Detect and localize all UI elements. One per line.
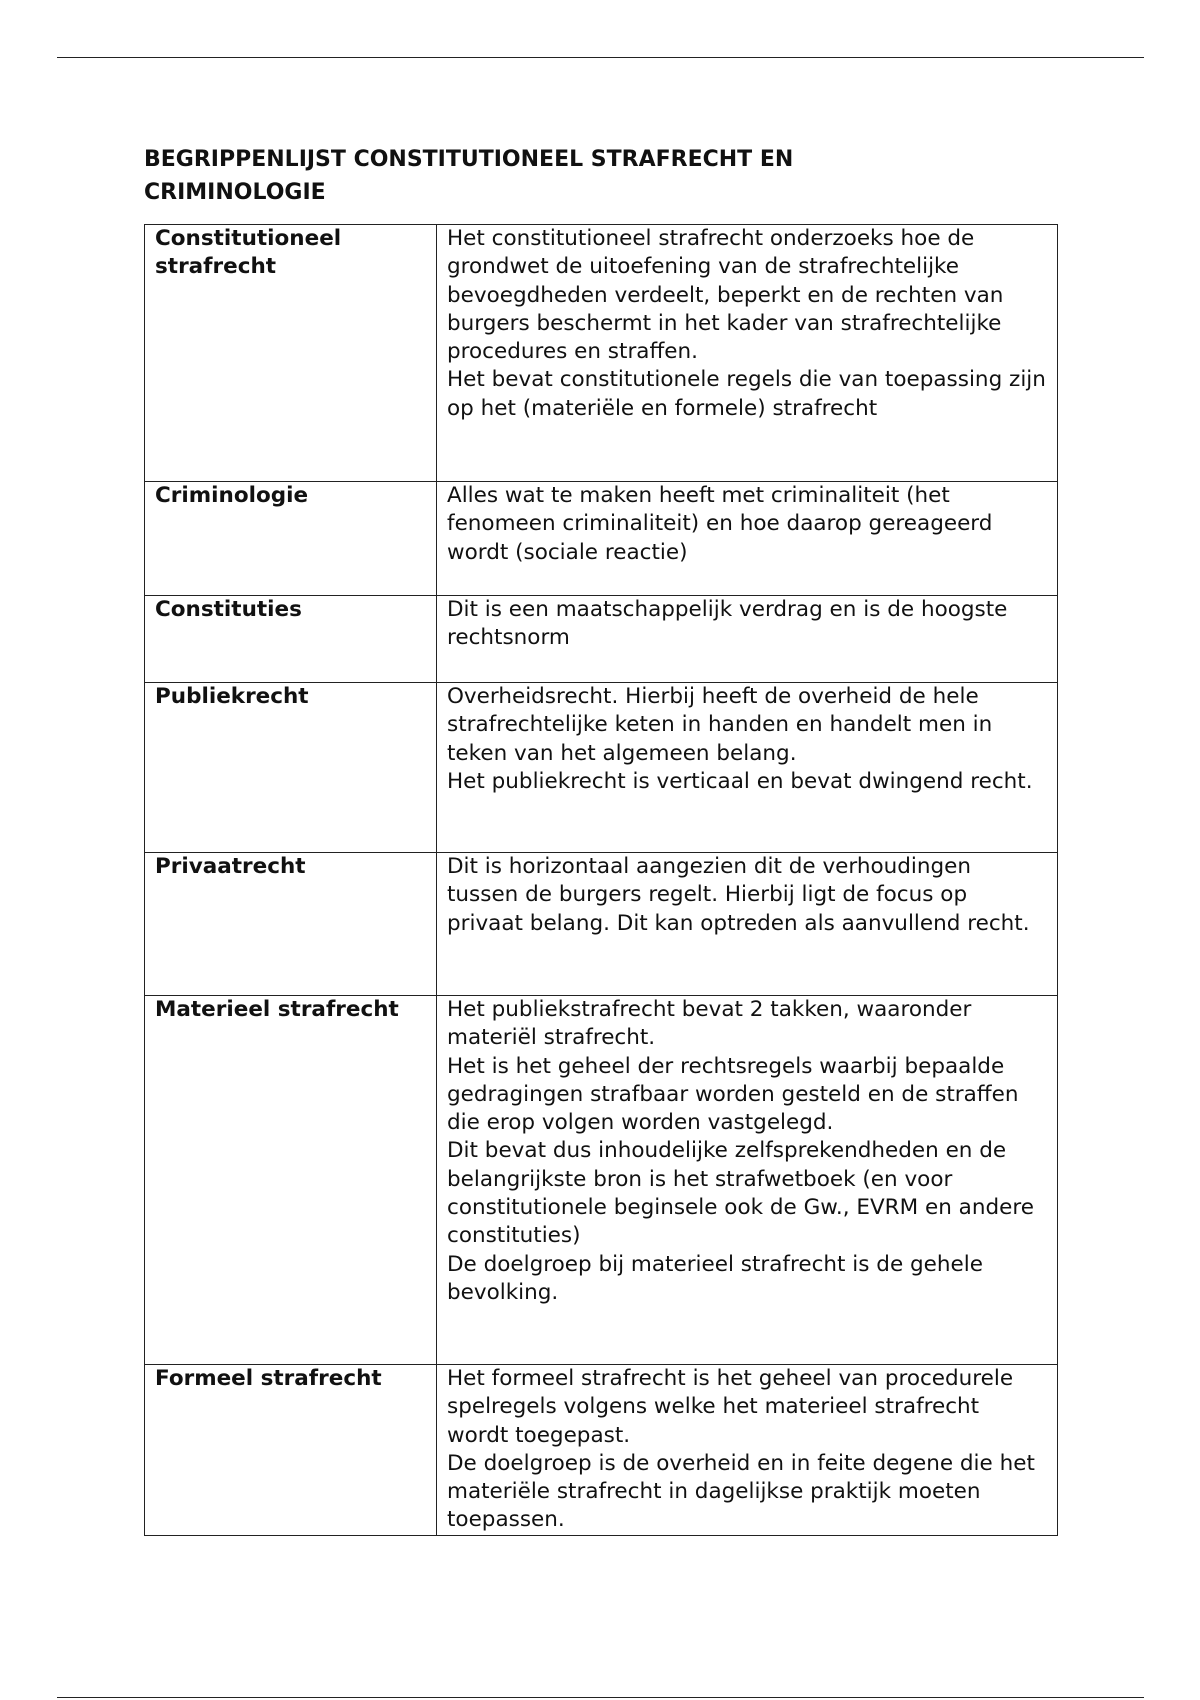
definition-cell — [437, 683, 1058, 853]
definition-paragraph: Dit is horizontaal aangezien dit de verhoudingen tussen de burgers regelt. Hierbij ligt de focus op privaat belang. Dit kan optreden als aanvullend recht. — [447, 854, 1030, 936]
header-rule — [57, 57, 1144, 58]
definition-cell — [437, 596, 1058, 683]
term-cell: Constituties — [145, 596, 437, 683]
table-row — [145, 683, 1058, 853]
table-row — [145, 853, 1058, 996]
definition-cell — [437, 996, 1058, 1365]
term-cell: Materieel strafrecht — [145, 996, 437, 1365]
definition-paragraph: Het publiekstrafrecht bevat 2 takken, waaronder materiël strafrecht. — [447, 997, 972, 1051]
definition-paragraph: Het bevat constitutionele regels die van toepassing zijn op het (materiële en formele) strafrecht — [447, 367, 1046, 421]
term-cell: Privaatrecht — [145, 853, 437, 996]
definition-paragraph: Overheidsrecht. Hierbij heeft de overheid de hele strafrechtelijke keten in handen en handelt men in teken van het algemeen belang. — [447, 684, 993, 766]
definition-cell — [437, 1365, 1058, 1536]
definition-paragraph: Het publiekrecht is verticaal en bevat dwingend recht. — [447, 768, 1033, 794]
table-row — [145, 596, 1058, 683]
footer-rule — [57, 1697, 1144, 1698]
definition-paragraph: Het is het geheel der rechtsregels waarbij bepaalde gedragingen strafbaar worden gesteld en de straffen die erop volgen worden vastgelegd. — [447, 1053, 1019, 1136]
definition-paragraph: Alles wat te maken heeft met criminaliteit (het fenomeen criminaliteit) en hoe daarop gereageerd wordt (sociale reactie) — [447, 483, 993, 565]
definition-cell — [437, 225, 1058, 482]
glossary-table — [144, 224, 1058, 1536]
table-row — [145, 996, 1058, 1365]
definition-paragraph: De doelgroep bij materieel strafrecht is de gehele bevolking. — [447, 1251, 983, 1305]
term-cell: Formeel strafrecht — [145, 1365, 437, 1536]
term-cell: Constitutioneel strafrecht — [145, 225, 437, 482]
definition-cell — [437, 853, 1058, 996]
definition-paragraph: Dit is een maatschappelijk verdrag en is de hoogste rechtsnorm — [447, 597, 1008, 651]
definition-paragraph: De doelgroep is de overheid en in feite degene die het materiële strafrecht in dagelijkse praktijk moeten toepassen. — [447, 1450, 1035, 1533]
term-cell: Criminologie — [145, 482, 437, 596]
term-cell: Publiekrecht — [145, 683, 437, 853]
table-row — [145, 1365, 1058, 1536]
table-row — [145, 225, 1058, 482]
definition-paragraph: Het formeel strafrecht is het geheel van procedurele spelregels volgens welke het materieel strafrecht wordt toegepast. — [447, 1366, 1014, 1448]
definition-paragraph: Het constitutioneel strafrecht onderzoeks hoe de grondwet de uitoefening van de strafrechtelijke bevoegdheden verdeelt, beperkt en de rechten van burgers beschermt in het kader van strafrechtelijke procedures en straffen. — [447, 226, 1004, 365]
table-row — [145, 482, 1058, 596]
page-title: BEGRIPPENLIJST CONSTITUTIONEEL STRAFRECHT EN CRIMINOLOGIE — [144, 147, 794, 205]
definition-cell — [437, 482, 1058, 596]
definition-paragraph: Dit bevat dus inhoudelijke zelfsprekendheden en de belangrijkste bron is het strafwetboek (en voor constitutionele beginsele ook de Gw., EVRM en andere constituties) — [447, 1138, 1034, 1249]
